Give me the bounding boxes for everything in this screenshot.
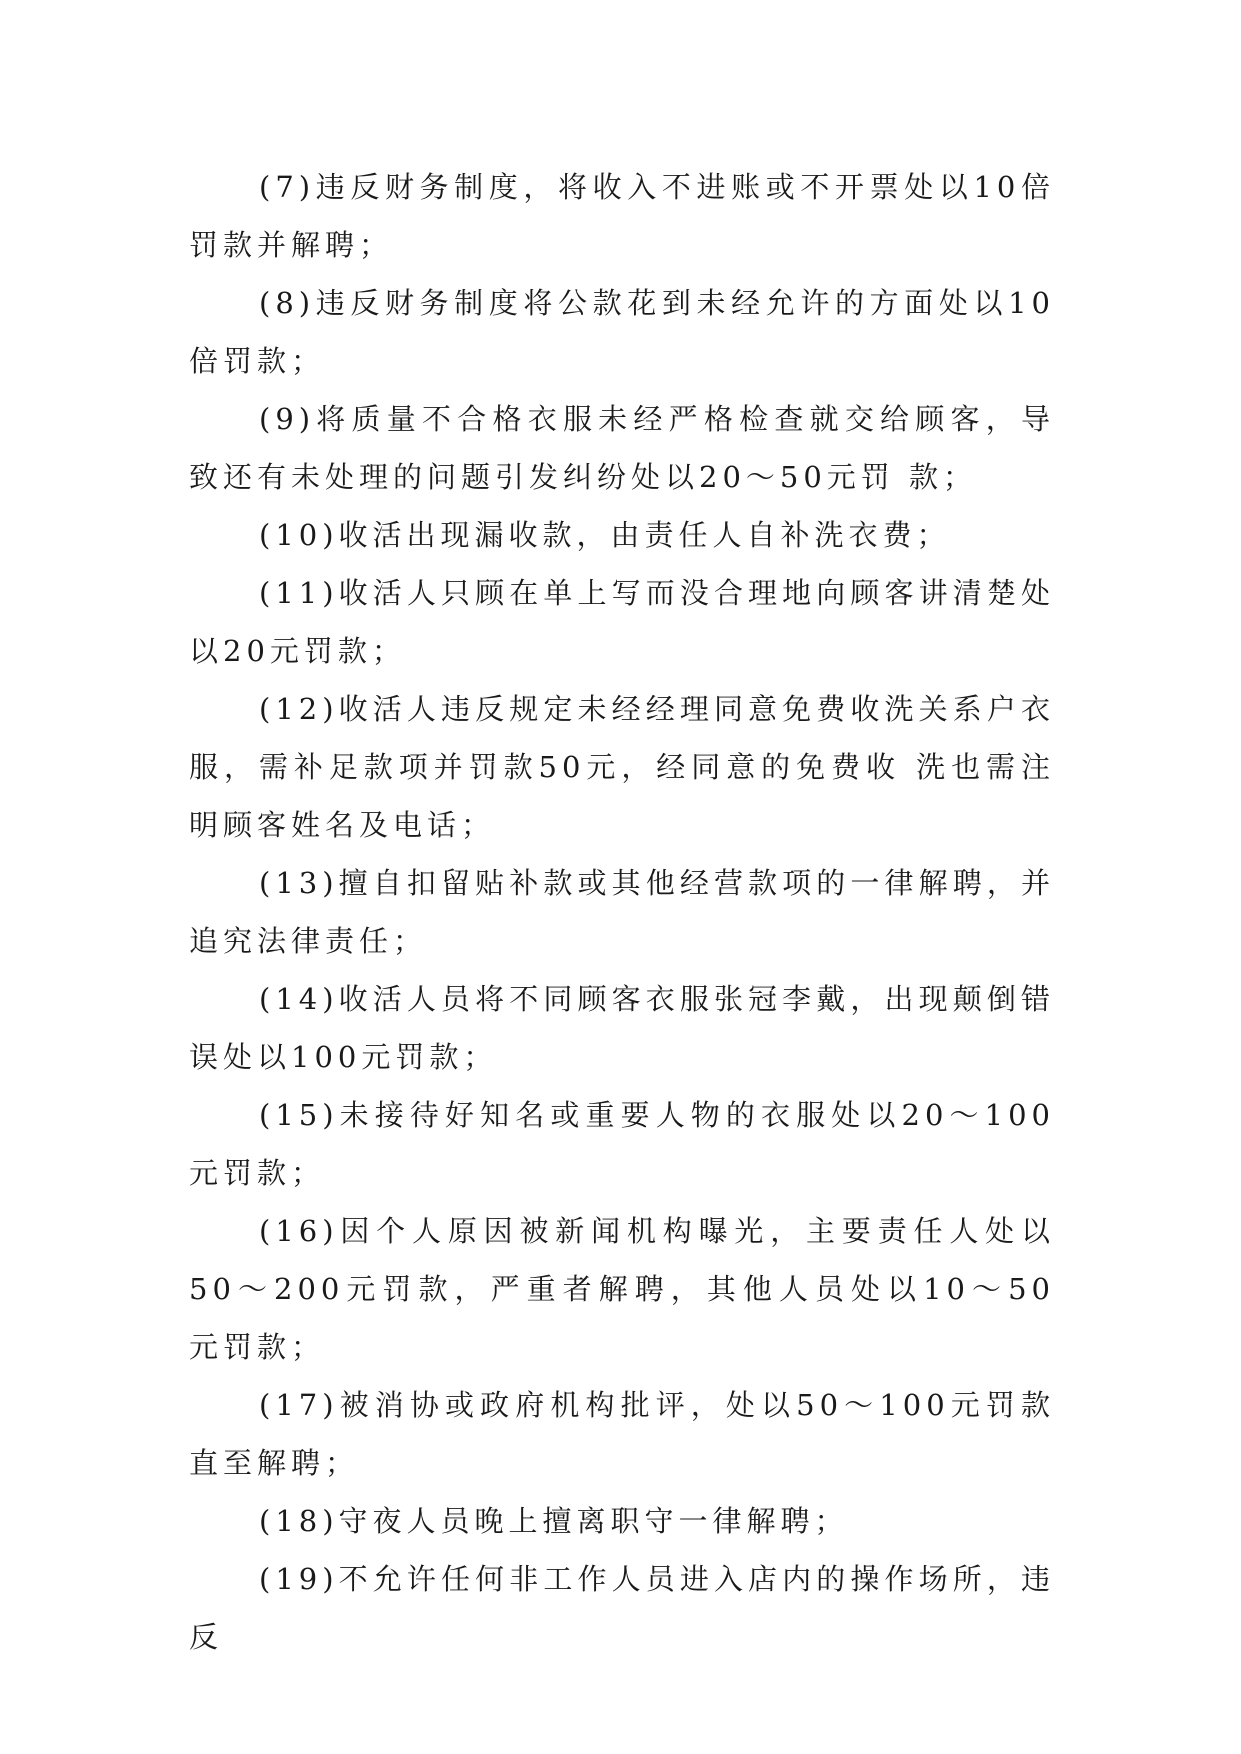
rule-item-7: (7)违反财务制度，将收入不进账或不开票处以10倍罚款并解聘；	[189, 170, 1055, 262]
rule-item-8: (8)违反财务制度将公款花到未经允许的方面处以10倍罚款；	[189, 286, 1055, 378]
rule-item-12: (12)收活人违反规定未经经理同意免费收洗关系户衣服，需补足款项并罚款50元，经同意的免费收 洗也需注明顾客姓名及电话；	[189, 692, 1055, 842]
rule-item-15: (15)未接待好知名或重要人物的衣服处以20～100元罚款；	[189, 1098, 1055, 1190]
rule-item-14: (14)收活人员将不同顾客衣服张冠李戴，出现颠倒错误处以100元罚款；	[189, 982, 1055, 1074]
rule-item-16: (16)因个人原因被新闻机构曝光，主要责任人处以50～200元罚款，严重者解聘，其他人员处以10～50 元罚款；	[189, 1214, 1055, 1364]
rule-item-9: (9)将质量不合格衣服未经严格检查就交给顾客，导致还有未处理的问题引发纠纷处以20～50元罚 款；	[189, 402, 1055, 494]
rule-item-10: (10)收活出现漏收款，由责任人自补洗衣费；	[259, 518, 951, 552]
rule-item-13: (13)擅自扣留贴补款或其他经营款项的一律解聘，并追究法律责任；	[189, 866, 1055, 958]
rule-item-17: (17)被消协或政府机构批评，处以50～100元罚款直至解聘；	[189, 1388, 1055, 1480]
document-page	[189, 158, 1055, 1666]
rule-item-19: (19)不允许任何非工作人员进入店内的操作场所，违反	[189, 1562, 1055, 1654]
rule-item-11: (11)收活人只顾在单上写而没合理地向顾客讲清楚处以20元罚款；	[189, 576, 1055, 668]
rule-item-18: (18)守夜人员晚上擅离职守一律解聘；	[259, 1504, 849, 1538]
